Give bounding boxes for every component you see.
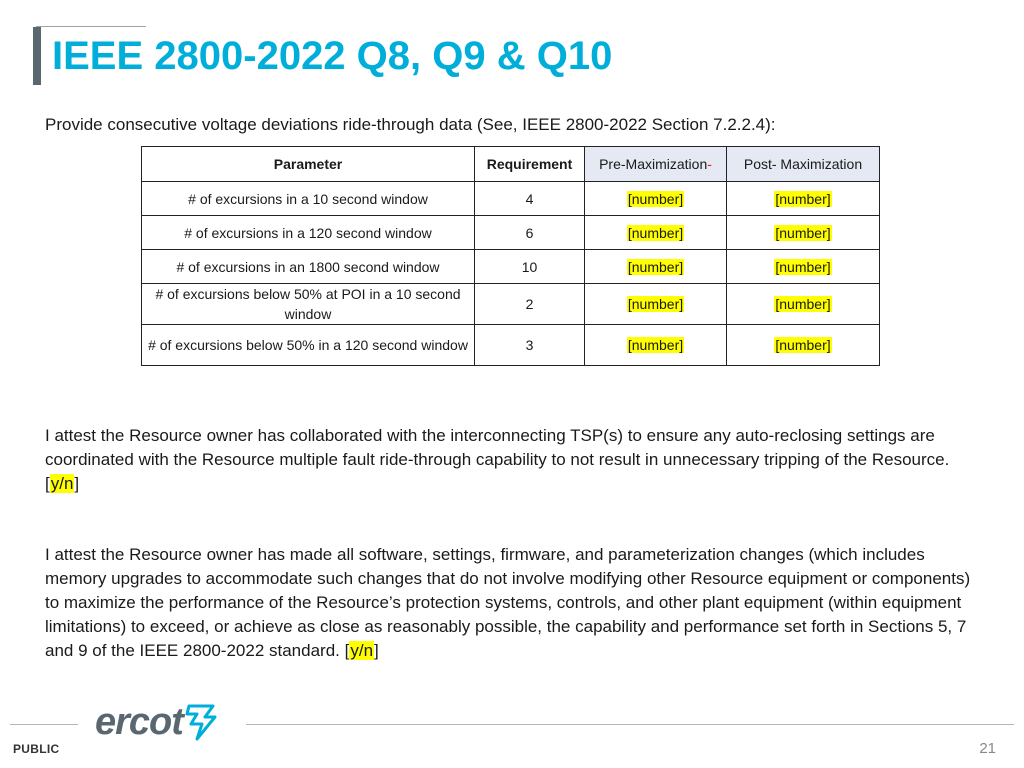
table-header-row — [142, 147, 880, 182]
table-row — [142, 284, 880, 325]
pre-value-field[interactable]: [number] — [627, 296, 684, 312]
yes-no-field[interactable]: y/n — [350, 641, 374, 660]
parameter-cell: # of excursions in a 120 second window — [142, 216, 475, 250]
header-pre-label: Pre-Maximization — [599, 156, 708, 172]
table-row — [142, 182, 880, 216]
slide-title: IEEE 2800-2022 Q8, Q9 & Q10 — [52, 34, 613, 78]
pre-value-field[interactable]: [number] — [627, 258, 684, 275]
parameters-table — [141, 146, 880, 366]
requirement-cell: 3 — [475, 325, 585, 366]
table-row — [142, 216, 880, 250]
attestation-software-changes — [45, 543, 975, 663]
header-post-maximization: Post- Maximization — [727, 147, 880, 182]
post-value-field[interactable]: [number] — [775, 337, 831, 353]
pre-cell — [585, 182, 727, 216]
attestation-text: I attest the Resource owner has collaborated with the interconnecting TSP(s) to ensure any auto-reclosing settings are coordinated with the Resource multiple fault ride-through capability to not result in unnecessary tripping of the Resource. [ — [45, 426, 950, 493]
post-cell — [727, 216, 880, 250]
parameter-cell: # of excursions below 50% in a 120 second window — [142, 325, 475, 366]
footer-rule-right — [246, 724, 1014, 725]
requirement-cell: 10 — [475, 250, 585, 284]
attestation-bracket: ] — [74, 474, 80, 493]
ercot-logo — [95, 702, 219, 742]
header-pre-mark: - — [707, 156, 712, 172]
header-parameter: Parameter — [142, 147, 475, 182]
parameter-cell: # of excursions below 50% at POI in a 10 second window — [142, 284, 475, 325]
title-accent-bar — [33, 27, 41, 85]
post-value-field[interactable]: [number] — [775, 258, 831, 275]
attestation-bracket: ] — [374, 641, 379, 660]
header-pre-maximization — [585, 147, 727, 182]
post-value-field[interactable]: [number] — [775, 190, 831, 207]
parameter-cell: # of excursions in an 1800 second window — [142, 250, 475, 284]
intro-text: Provide consecutive voltage deviations ride-through data (See, IEEE 2800-2022 Section 7.2.2.4): — [45, 115, 776, 134]
post-value-field[interactable]: [number] — [775, 296, 831, 312]
title-top-rule — [36, 26, 146, 27]
requirement-cell: 2 — [475, 284, 585, 325]
parameter-cell: # of excursions in a 10 second window — [142, 182, 475, 216]
pre-cell — [585, 284, 727, 325]
pre-value-field[interactable]: [number] — [627, 337, 684, 353]
logo-wordmark: ercot — [95, 701, 183, 743]
post-cell — [727, 325, 880, 366]
pre-value-field[interactable]: [number] — [627, 224, 684, 241]
pre-cell — [585, 250, 727, 284]
table-row — [142, 325, 880, 366]
requirement-cell: 6 — [475, 216, 585, 250]
post-cell — [727, 284, 880, 325]
lightning-mark-icon — [185, 702, 219, 742]
pre-cell — [585, 216, 727, 250]
post-value-field[interactable]: [number] — [775, 224, 831, 241]
yes-no-field[interactable]: y/n — [50, 474, 74, 493]
attestation-text: I attest the Resource owner has made all software, settings, firmware, and parameterization changes (which includes memory upgrades to accommodate such changes that do not involve modifying other Resource equipment or components) to maximize the performance of the Resource’s protection systems, controls, and other plant equipment (within equipment limitations) to exceed, or achieve as close as reasonably possible, the capability and performance set forth in Sections 5, 7 and 9 of the IEEE 2800-2022 standard. [ — [45, 545, 971, 660]
footer-rule-left — [10, 724, 78, 725]
classification-label: PUBLIC — [13, 742, 60, 756]
post-cell — [727, 250, 880, 284]
header-requirement: Requirement — [475, 147, 585, 182]
requirement-cell: 4 — [475, 182, 585, 216]
table-row — [142, 250, 880, 284]
post-cell — [727, 182, 880, 216]
attestation-auto-reclosing — [45, 424, 975, 496]
pre-value-field[interactable]: [number] — [627, 190, 684, 207]
page-number: 21 — [979, 740, 996, 757]
pre-cell — [585, 325, 727, 366]
